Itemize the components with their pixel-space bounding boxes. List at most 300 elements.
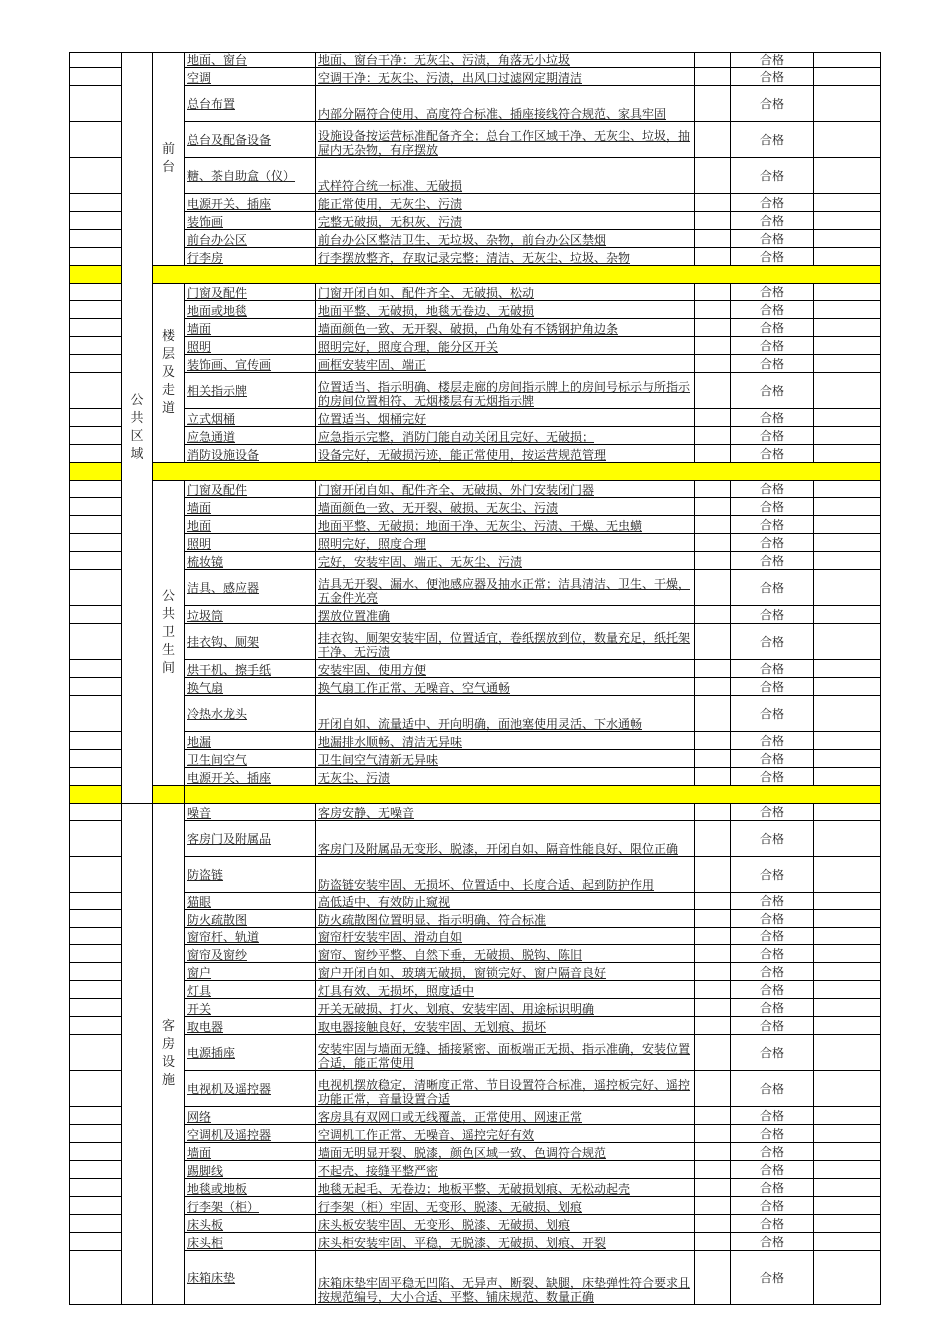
remark-cell	[814, 1233, 881, 1251]
row-marker-cell	[70, 122, 122, 158]
item-name: 墙面	[185, 1143, 316, 1161]
check-cell	[695, 768, 731, 786]
standard-description: 无灰尘、污渍	[316, 768, 695, 786]
standard-description: 窗帘杆安装牢固、滑动自如	[316, 928, 695, 945]
check-cell	[695, 910, 731, 928]
standard-description: 门窗开闭自如、配件齐全、无破损、外门安装闭门器	[316, 481, 695, 498]
row-marker-cell	[70, 1233, 122, 1251]
item-name: 总台及配备设备	[185, 122, 316, 158]
remark-cell	[814, 1215, 881, 1233]
item-name: 垃圾筒	[185, 606, 316, 624]
result-pass: 合格	[731, 1071, 814, 1107]
check-cell	[695, 821, 731, 857]
standard-description: 客房安静、无噪音	[316, 804, 695, 821]
standard-description: 行李架（柜）牢固、无变形、脱漆、无破损、划痕	[316, 1197, 695, 1215]
result-pass: 合格	[731, 945, 814, 963]
check-cell	[695, 86, 731, 122]
table-row	[70, 284, 881, 301]
row-marker-cell	[70, 981, 122, 999]
table-row	[70, 1143, 881, 1161]
row-marker-cell	[70, 355, 122, 373]
check-cell	[695, 893, 731, 910]
standard-description: 行李摆放整齐，存取记录完整；清洁、无灰尘、垃圾、杂物	[316, 248, 695, 266]
item-name: 地面、窗台	[185, 53, 316, 68]
remark-cell	[814, 301, 881, 319]
item-name: 防盗链	[185, 857, 316, 893]
standard-description: 挂衣钩、厕架安装牢固，位置适宜，卷纸摆放到位，数量充足，纸托架干净、无污渍	[316, 624, 695, 660]
item-name: 客房门及附属品	[185, 821, 316, 857]
row-marker-cell	[70, 301, 122, 319]
check-cell	[695, 606, 731, 624]
row-marker-cell	[70, 319, 122, 337]
remark-cell	[814, 1071, 881, 1107]
row-marker-cell	[70, 534, 122, 552]
result-pass: 合格	[731, 337, 814, 355]
result-pass: 合格	[731, 928, 814, 945]
table-row	[70, 750, 881, 768]
standard-description: 洁具无开裂、漏水、便池感应器及抽水正常；洁具清洁、卫生、干燥，五金件光亮	[316, 570, 695, 606]
check-cell	[695, 1107, 731, 1125]
remark-cell	[814, 516, 881, 534]
item-name: 照明	[185, 534, 316, 552]
result-pass: 合格	[731, 732, 814, 750]
remark-cell	[814, 337, 881, 355]
item-name: 地漏	[185, 732, 316, 750]
separator-fill	[153, 266, 881, 284]
result-pass: 合格	[731, 1035, 814, 1071]
remark-cell	[814, 660, 881, 678]
separator-row	[70, 266, 881, 284]
check-cell	[695, 194, 731, 212]
remark-cell	[814, 1197, 881, 1215]
row-marker-cell	[70, 910, 122, 928]
row-marker-cell	[70, 516, 122, 534]
row-marker-cell	[70, 732, 122, 750]
standard-description: 墙面颜色一致、无开裂、破损、无灰尘、污渍	[316, 498, 695, 516]
standard-description: 能正常使用，无灰尘、污渍	[316, 194, 695, 212]
item-name: 行李房	[185, 248, 316, 266]
item-name: 墙面	[185, 498, 316, 516]
result-pass: 合格	[731, 981, 814, 999]
row-marker-cell	[70, 678, 122, 696]
table-row	[70, 445, 881, 463]
standard-description: 安装牢固与墙面无缝、插接紧密、面板端正无损、指示准确，安装位置合适，能正常使用	[316, 1035, 695, 1071]
row-marker-cell	[70, 1161, 122, 1179]
remark-cell	[814, 212, 881, 230]
result-pass: 合格	[731, 355, 814, 373]
check-cell	[695, 1125, 731, 1143]
check-cell	[695, 248, 731, 266]
row-marker-cell	[70, 409, 122, 427]
result-pass: 合格	[731, 999, 814, 1017]
item-name: 窗帘及窗纱	[185, 945, 316, 963]
check-cell	[695, 660, 731, 678]
row-marker-cell	[70, 68, 122, 86]
row-marker-cell	[70, 999, 122, 1017]
table-row	[70, 678, 881, 696]
item-name: 前台办公区	[185, 230, 316, 248]
remark-cell	[814, 355, 881, 373]
item-name: 洁具、感应器	[185, 570, 316, 606]
row-marker-cell	[70, 86, 122, 122]
table-row	[70, 373, 881, 409]
row-marker-cell	[70, 194, 122, 212]
check-cell	[695, 158, 731, 194]
item-name: 换气扇	[185, 678, 316, 696]
row-marker-cell	[70, 624, 122, 660]
result-pass: 合格	[731, 750, 814, 768]
result-pass: 合格	[731, 552, 814, 570]
remark-cell	[814, 606, 881, 624]
standard-description: 前台办公区整洁卫生、无垃圾、杂物，前台办公区禁烟	[316, 230, 695, 248]
standard-description: 空调干净：无灰尘、污渍，出风口过滤网定期清洁	[316, 68, 695, 86]
standard-description: 取电器接触良好，安装牢固、无划痕、损坏	[316, 1017, 695, 1035]
table-row	[70, 1233, 881, 1251]
result-pass: 合格	[731, 498, 814, 516]
remark-cell	[814, 552, 881, 570]
result-pass: 合格	[731, 1215, 814, 1233]
row-marker-cell	[70, 963, 122, 981]
item-name: 床头板	[185, 1215, 316, 1233]
row-marker-cell	[70, 570, 122, 606]
check-cell	[695, 1251, 731, 1305]
table-row	[70, 857, 881, 893]
result-pass: 合格	[731, 1017, 814, 1035]
remark-cell	[814, 427, 881, 445]
item-name: 装饰画、宣传画	[185, 355, 316, 373]
item-name: 糖、茶自助盒（仪）	[185, 158, 316, 194]
remark-cell	[814, 893, 881, 910]
row-marker-cell	[70, 481, 122, 498]
table-row	[70, 1161, 881, 1179]
check-cell	[695, 53, 731, 68]
item-name: 应急通道	[185, 427, 316, 445]
remark-cell	[814, 1251, 881, 1305]
table-row	[70, 1107, 881, 1125]
result-pass: 合格	[731, 1107, 814, 1125]
group-label	[153, 53, 185, 266]
result-pass: 合格	[731, 534, 814, 552]
result-pass: 合格	[731, 122, 814, 158]
table-row	[70, 319, 881, 337]
check-cell	[695, 1215, 731, 1233]
remark-cell	[814, 804, 881, 821]
row-marker-cell	[70, 337, 122, 355]
separator-fill	[153, 463, 881, 481]
standard-description: 地毯无起毛、无卷边；地板平整、无破损划痕、无松动起壳	[316, 1179, 695, 1197]
table-row	[70, 570, 881, 606]
remark-cell	[814, 1179, 881, 1197]
remark-cell	[814, 194, 881, 212]
remark-cell	[814, 86, 881, 122]
check-cell	[695, 319, 731, 337]
remark-cell	[814, 534, 881, 552]
result-pass: 合格	[731, 804, 814, 821]
remark-cell	[814, 1017, 881, 1035]
check-cell	[695, 481, 731, 498]
row-marker-cell	[70, 1125, 122, 1143]
row-marker-cell	[70, 230, 122, 248]
table-row	[70, 53, 881, 68]
item-name: 地毯或地板	[185, 1179, 316, 1197]
group-title: 公共卫生间	[161, 589, 175, 676]
table-row	[70, 910, 881, 928]
group-title: 前台	[161, 142, 175, 175]
table-row	[70, 963, 881, 981]
item-name: 装饰画	[185, 212, 316, 230]
standard-description: 设备完好，无破损污迹，能正常使用，按运营规范管理	[316, 445, 695, 463]
standard-description: 开关无破损、打火、划痕、安装牢固、用途标识明确	[316, 999, 695, 1017]
row-marker-cell	[70, 804, 122, 821]
result-pass: 合格	[731, 606, 814, 624]
remark-cell	[814, 696, 881, 732]
standard-description: 灯具有效、无损坏，照度适中	[316, 981, 695, 999]
row-marker-cell	[70, 1107, 122, 1125]
item-name: 空调机及遥控器	[185, 1125, 316, 1143]
result-pass: 合格	[731, 158, 814, 194]
row-marker-cell	[70, 212, 122, 230]
result-pass: 合格	[731, 893, 814, 910]
row-marker-cell	[70, 768, 122, 786]
standard-description: 卫生间空气清新无异味	[316, 750, 695, 768]
remark-cell	[814, 284, 881, 301]
remark-cell	[814, 319, 881, 337]
result-pass: 合格	[731, 1125, 814, 1143]
row-marker-cell	[70, 248, 122, 266]
remark-cell	[814, 498, 881, 516]
remark-cell	[814, 373, 881, 409]
check-cell	[695, 963, 731, 981]
standard-description: 墙面无明显开裂、脱漆，颜色区域一致、色调符合规范	[316, 1143, 695, 1161]
table-row	[70, 1017, 881, 1035]
check-cell	[695, 1197, 731, 1215]
item-name: 灯具	[185, 981, 316, 999]
row-marker-cell	[70, 696, 122, 732]
result-pass: 合格	[731, 481, 814, 498]
item-name: 地面或地毯	[185, 301, 316, 319]
table-row	[70, 552, 881, 570]
item-name: 电源开关、插座	[185, 768, 316, 786]
table-row	[70, 768, 881, 786]
table-row	[70, 821, 881, 857]
table-row	[70, 981, 881, 999]
standard-description: 高低适中、有效防止窥视	[316, 893, 695, 910]
item-name: 防火疏散图	[185, 910, 316, 928]
row-marker-cell	[70, 53, 122, 68]
remark-cell	[814, 963, 881, 981]
row-marker-cell	[70, 284, 122, 301]
standard-description: 安装牢固、使用方便	[316, 660, 695, 678]
item-name: 取电器	[185, 1017, 316, 1035]
item-name: 电视机及遥控器	[185, 1071, 316, 1107]
check-cell	[695, 68, 731, 86]
result-pass: 合格	[731, 910, 814, 928]
result-pass: 合格	[731, 212, 814, 230]
row-marker-cell	[70, 857, 122, 893]
check-cell	[695, 857, 731, 893]
row-marker-cell	[70, 606, 122, 624]
check-cell	[695, 373, 731, 409]
table-row	[70, 999, 881, 1017]
table-row	[70, 606, 881, 624]
check-cell	[695, 445, 731, 463]
item-name: 床箱床垫	[185, 1251, 316, 1305]
standard-description: 电视机摆放稳定，清晰度正常、节目设置符合标准，遥控板完好、遥控功能正常，音量设置合适	[316, 1071, 695, 1107]
remark-cell	[814, 678, 881, 696]
table-row	[70, 337, 881, 355]
row-marker-cell	[70, 893, 122, 910]
separator-cell	[70, 266, 122, 284]
remark-cell	[814, 928, 881, 945]
row-marker-cell	[70, 1251, 122, 1305]
check-cell	[695, 301, 731, 319]
standard-description: 设施设备按运营标准配备齐全；总台工作区域干净、无灰尘、垃圾，抽屉内无杂物，有序摆放	[316, 122, 695, 158]
result-pass: 合格	[731, 768, 814, 786]
remark-cell	[814, 1107, 881, 1125]
remark-cell	[814, 481, 881, 498]
table-row	[70, 409, 881, 427]
item-name: 梳妆镜	[185, 552, 316, 570]
remark-cell	[814, 1161, 881, 1179]
row-marker-cell	[70, 821, 122, 857]
separator-row	[70, 786, 881, 804]
result-pass: 合格	[731, 1143, 814, 1161]
table-row	[70, 248, 881, 266]
row-marker-cell	[70, 945, 122, 963]
standard-description: 客房具有双网口或无线覆盖，正常使用、网速正常	[316, 1107, 695, 1125]
check-cell	[695, 1071, 731, 1107]
check-cell	[695, 804, 731, 821]
remark-cell	[814, 1143, 881, 1161]
result-pass: 合格	[731, 857, 814, 893]
section-label	[122, 804, 153, 1305]
remark-cell	[814, 768, 881, 786]
table-row	[70, 1251, 881, 1305]
result-pass: 合格	[731, 821, 814, 857]
check-cell	[695, 1017, 731, 1035]
item-name: 窗帘杆、轨道	[185, 928, 316, 945]
table-row	[70, 1197, 881, 1215]
item-name: 窗户	[185, 963, 316, 981]
row-marker-cell	[70, 1035, 122, 1071]
row-marker-cell	[70, 1197, 122, 1215]
table-row	[70, 1035, 881, 1071]
section-title: 公共区域	[130, 393, 144, 462]
result-pass: 合格	[731, 68, 814, 86]
table-row	[70, 1125, 881, 1143]
standard-description: 应急指示完整，消防门能自动关闭且完好、无破损；	[316, 427, 695, 445]
remark-cell	[814, 981, 881, 999]
item-name: 卫生间空气	[185, 750, 316, 768]
table-row	[70, 928, 881, 945]
check-cell	[695, 409, 731, 427]
table-row	[70, 355, 881, 373]
check-cell	[695, 1161, 731, 1179]
separator-cell	[70, 786, 122, 804]
check-cell	[695, 1233, 731, 1251]
remark-cell	[814, 445, 881, 463]
row-marker-cell	[70, 1143, 122, 1161]
result-pass: 合格	[731, 1197, 814, 1215]
table-row	[70, 427, 881, 445]
remark-cell	[814, 732, 881, 750]
standard-description: 式样符合统一标准、无破损	[316, 158, 695, 194]
result-pass: 合格	[731, 1233, 814, 1251]
standard-description: 床头柜安装牢固、平稳，无脱漆、无破损、划痕、开裂	[316, 1233, 695, 1251]
standard-description: 换气扇工作正常、无噪音、空气通畅	[316, 678, 695, 696]
result-pass: 合格	[731, 230, 814, 248]
standard-description: 摆放位置准确	[316, 606, 695, 624]
check-cell	[695, 337, 731, 355]
standard-description: 空调机工作正常、无噪音、遥控完好有效	[316, 1125, 695, 1143]
check-cell	[695, 516, 731, 534]
check-cell	[695, 732, 731, 750]
item-name: 消防设施设备	[185, 445, 316, 463]
section-label	[122, 53, 153, 804]
remark-cell	[814, 409, 881, 427]
item-name: 踢脚线	[185, 1161, 316, 1179]
table-row	[70, 122, 881, 158]
row-marker-cell	[70, 1179, 122, 1197]
result-pass: 合格	[731, 1161, 814, 1179]
remark-cell	[814, 1035, 881, 1071]
check-cell	[695, 678, 731, 696]
table-row	[70, 301, 881, 319]
remark-cell	[814, 53, 881, 68]
result-pass: 合格	[731, 194, 814, 212]
result-pass: 合格	[731, 445, 814, 463]
inspection-table	[69, 52, 881, 1305]
item-name: 噪音	[185, 804, 316, 821]
group-label	[153, 481, 185, 786]
check-cell	[695, 212, 731, 230]
item-name: 猫眼	[185, 893, 316, 910]
table-row	[70, 1071, 881, 1107]
remark-cell	[814, 68, 881, 86]
check-cell	[695, 1179, 731, 1197]
result-pass: 合格	[731, 86, 814, 122]
table-row	[70, 212, 881, 230]
group-title: 楼层及走道	[161, 329, 175, 416]
separator-row	[70, 463, 881, 481]
check-cell	[695, 1035, 731, 1071]
result-pass: 合格	[731, 248, 814, 266]
check-cell	[695, 999, 731, 1017]
check-cell	[695, 696, 731, 732]
standard-description: 窗户开闭自如、玻璃无破损，窗锁完好、窗户隔音良好	[316, 963, 695, 981]
check-cell	[695, 534, 731, 552]
standard-description: 床箱床垫牢固平稳无凹陷、无异声、断裂、缺腿，床垫弹性符合要求且按规范编号，大小合适、平整、铺床规范、数量正确	[316, 1251, 695, 1305]
table-row	[70, 516, 881, 534]
row-marker-cell	[70, 1215, 122, 1233]
standard-description: 位置适当、烟桶完好	[316, 409, 695, 427]
standard-description: 防盗链安装牢固、无损坏、位置适中、长度合适、起到防护作用	[316, 857, 695, 893]
standard-description: 门窗开闭自如、配件齐全、无破损、松动	[316, 284, 695, 301]
table-row	[70, 481, 881, 498]
check-cell	[695, 498, 731, 516]
row-marker-cell	[70, 445, 122, 463]
result-pass: 合格	[731, 1179, 814, 1197]
item-name: 烘干机、擦手纸	[185, 660, 316, 678]
check-cell	[695, 230, 731, 248]
standard-description: 完整无破损，无积灰、污渍	[316, 212, 695, 230]
remark-cell	[814, 910, 881, 928]
result-pass: 合格	[731, 284, 814, 301]
remark-cell	[814, 750, 881, 768]
check-cell	[695, 945, 731, 963]
item-name: 空调	[185, 68, 316, 86]
table-row	[70, 945, 881, 963]
